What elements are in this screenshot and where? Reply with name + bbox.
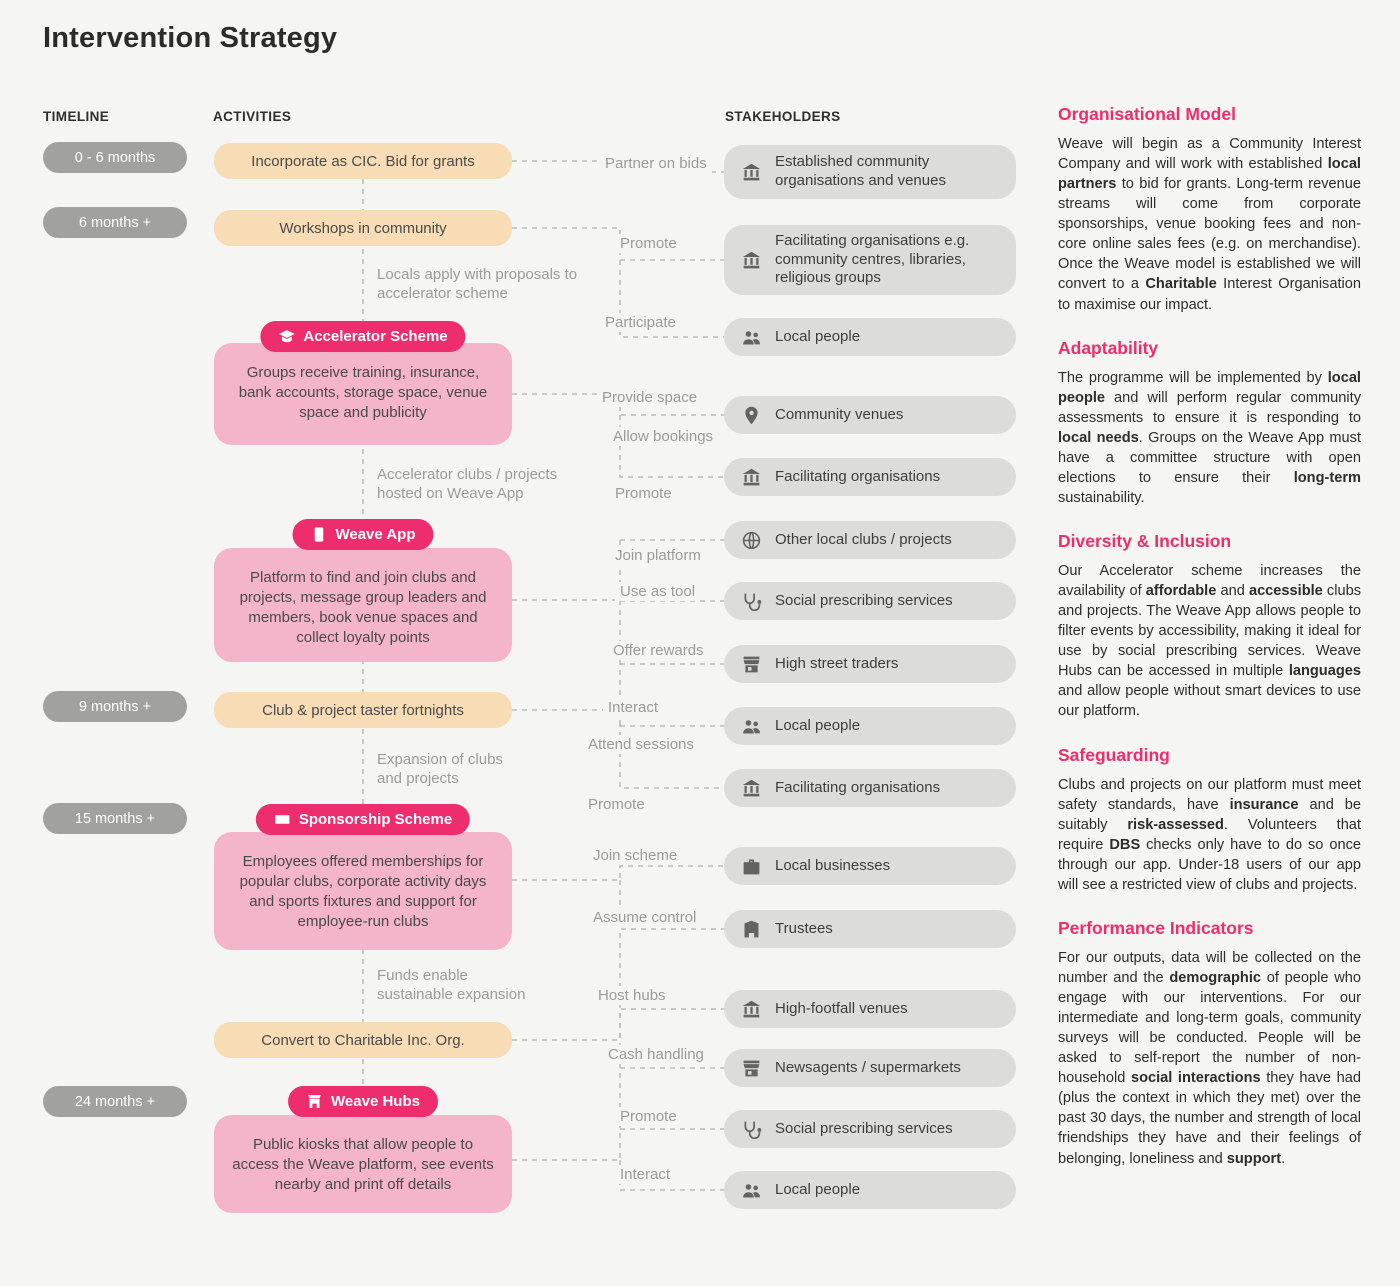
timeline-badge-15-months: 15 months +	[43, 803, 187, 834]
stakeholder-label: Social prescribing services	[775, 591, 953, 609]
scheme-badge-label: Weave App	[335, 526, 416, 543]
stethoscope-icon	[741, 1119, 762, 1140]
activity-taster-fortnights: Club & project taster fortnights	[214, 692, 512, 728]
stakeholder-social-prescribing-1	[724, 582, 1016, 620]
graduation-icon	[278, 328, 295, 345]
kiosk-icon	[306, 1093, 323, 1110]
activity-incorporate-cic: Incorporate as CIC. Bid for grants	[214, 143, 512, 179]
bank-icon	[741, 162, 762, 183]
stakeholder-community-venues	[724, 396, 1016, 434]
connector-label: Promote	[583, 795, 650, 814]
column-header-activities: ACTIVITIES	[213, 109, 292, 124]
scheme-card-weave-hubs	[214, 1115, 512, 1213]
connector-label: Interact	[615, 1165, 675, 1184]
stakeholder-facilitating-orgs-detail	[724, 225, 1016, 295]
stakeholder-newsagents	[724, 1049, 1016, 1087]
stakeholder-label: Facilitating organisations	[775, 778, 941, 796]
scheme-card-sponsorship	[214, 832, 512, 950]
stakeholder-label: Trustees	[775, 919, 833, 937]
connector-label: Assume control	[588, 908, 701, 927]
scheme-card-body: Platform to find and join clubs and projects, message group leaders and members, book venue spaces and collect loyalty points	[239, 569, 487, 646]
timeline-badge-6-months: 6 months +	[43, 207, 187, 238]
scheme-badge-label: Sponsorship Scheme	[298, 811, 453, 828]
org-icon	[741, 919, 762, 940]
stakeholder-local-people-3	[724, 1171, 1016, 1209]
stakeholder-high-footfall-venues	[724, 990, 1016, 1028]
stakeholder-facilitating-orgs-2	[724, 458, 1016, 496]
activity-workshops: Workshops in community	[214, 210, 512, 246]
scheme-card-body: Employees offered memberships for popular clubs, corporate activity days and sports fixtures and support for employee-run clubs	[239, 853, 487, 930]
connector-label: Offer rewards	[608, 641, 709, 660]
sidebar-section-heading: Performance Indicators	[1058, 917, 1254, 938]
sidebar	[1058, 104, 1361, 1192]
briefcase-icon	[741, 856, 762, 877]
stakeholder-label: Local businesses	[775, 856, 891, 874]
pin-icon	[741, 405, 762, 426]
stakeholder-established-community-orgs	[724, 145, 1016, 199]
connector-label: Join scheme	[588, 846, 682, 865]
scheme-badge-label: Weave Hubs	[331, 1093, 420, 1110]
stakeholder-facilitating-orgs-3	[724, 769, 1016, 807]
timeline-badge-24-months: 24 months +	[43, 1086, 187, 1117]
activity-note-expansion: Expansion of clubs and projects	[377, 751, 503, 788]
stakeholder-label: Established community organisations and venues	[775, 153, 946, 189]
activity-note-locals-apply: Locals apply with proposals to accelerator scheme	[377, 266, 578, 303]
sidebar-section-heading: Organisational Model	[1058, 104, 1236, 124]
sidebar-section-heading: Adaptability	[1058, 337, 1159, 358]
timeline-badge-9-months: 9 months +	[43, 691, 187, 722]
column-header-timeline: TIMELINE	[43, 109, 110, 124]
connector-label: Partner on bids	[600, 154, 712, 173]
stakeholder-local-people-1	[724, 318, 1016, 356]
activity-convert-charitable: Convert to Charitable Inc. Org.	[214, 1022, 512, 1058]
connector-label: Promote	[615, 1107, 682, 1126]
page-title: Intervention Strategy	[43, 22, 338, 54]
people-icon	[741, 716, 762, 737]
sidebar-section-body: Our Accelerator scheme increases the availability of affordable and accessible clubs and projects. The Weave App allows people to filter events by accessibility, making it ideal for use by social prescribing services. Weave Hubs can be accessed in multiple languages and allow people without smart devices to use our platform.	[1058, 563, 1362, 720]
scheme-card-body: Public kiosks that allow people to access the Weave platform, see events nearby and print off details	[232, 1136, 494, 1193]
stethoscope-icon	[741, 591, 762, 612]
sidebar-section-body: For our outputs, data will be collected on the number and the demographic of people who engage with our interventions. For our intermediate and long-term goals, community surveys will be conducted. People will be asked to self-report the number of non-household social interactions they have had (plus the context in which they met) over the past 30 days, the number and strength of local friendships they have and their feelings of belonging, loneliness and support.	[1058, 949, 1361, 1167]
stakeholder-label: Facilitating organisations	[775, 467, 941, 485]
scheme-badge-label: Accelerator Scheme	[303, 328, 448, 345]
scheme-card-accelerator	[214, 343, 512, 445]
connector-label: Provide space	[597, 388, 702, 407]
stakeholder-other-local-clubs	[724, 521, 1016, 559]
stakeholder-label: Social prescribing services	[775, 1119, 953, 1137]
scheme-badge-weave-app	[292, 519, 433, 550]
activity-note-funds: Funds enable sustainable expansion	[377, 967, 526, 1004]
timeline-badge-0-6-months: 0 - 6 months	[43, 142, 187, 173]
stakeholder-label: Community venues	[775, 405, 904, 423]
stakeholder-social-prescribing-2	[724, 1110, 1016, 1148]
connector-label: Allow bookings	[608, 427, 718, 446]
stakeholder-label: High-footfall venues	[775, 999, 908, 1017]
stakeholder-label: Facilitating organisations e.g. community centres, libraries, religious groups	[775, 231, 970, 287]
scheme-card-body: Groups receive training, insurance, bank accounts, storage space, venue space and publicity	[238, 364, 488, 421]
scheme-card-weave-app	[214, 548, 512, 662]
connector-label: Attend sessions	[583, 735, 699, 754]
connector-label: Host hubs	[593, 986, 671, 1005]
stakeholder-label: Local people	[775, 327, 861, 345]
people-icon	[741, 327, 762, 348]
connector-label: Interact	[603, 698, 663, 717]
sidebar-section-body: The programme will be implemented by local people and will perform regular community assessments to ensure it is responding to local needs. Groups on the Weave App must have a committee structure with open elections to ensure their long-term sustainability.	[1058, 369, 1361, 506]
connector-label: Join platform	[610, 546, 706, 565]
money-icon	[274, 811, 291, 828]
shop-icon	[741, 654, 762, 675]
people-icon	[741, 1180, 762, 1201]
bank-icon	[741, 467, 762, 488]
scheme-badge-weave-hubs	[288, 1086, 438, 1117]
sidebar-section-body: Clubs and projects on our platform must meet safety standards, have insurance and be suitably risk-assessed. Volunteers that require DBS checks only have to do so once through our app. Under-18 users of our app will see a restricted view of clubs and projects.	[1058, 776, 1361, 893]
connector-label: Cash handling	[603, 1045, 709, 1064]
stakeholder-label: Newsagents / supermarkets	[775, 1058, 961, 1076]
scheme-badge-accelerator	[260, 321, 465, 352]
sidebar-section-heading: Safeguarding	[1058, 744, 1170, 765]
stakeholder-local-people-2	[724, 707, 1016, 745]
column-header-stakeholders: STAKEHOLDERS	[725, 109, 841, 124]
bank-icon	[741, 778, 762, 799]
connector-label: Promote	[610, 484, 677, 503]
stakeholder-local-businesses	[724, 847, 1016, 885]
bank-icon	[741, 250, 762, 271]
connector-label: Participate	[600, 313, 681, 332]
sidebar-section-heading: Diversity & Inclusion	[1058, 531, 1232, 551]
connector-label: Use as tool	[615, 582, 700, 601]
stakeholder-trustees	[724, 910, 1016, 948]
bank-icon	[741, 999, 762, 1020]
stakeholder-high-street-traders	[724, 645, 1016, 683]
shop-icon	[741, 1058, 762, 1079]
phone-icon	[310, 526, 327, 543]
scheme-badge-sponsorship	[256, 804, 470, 835]
stakeholder-label: Local people	[775, 716, 861, 734]
connector-label: Promote	[615, 234, 682, 253]
stakeholder-label: High street traders	[775, 654, 899, 672]
stakeholder-label: Local people	[775, 1180, 861, 1198]
sidebar-section-body: Weave will begin as a Community Interest Company and will work with established local partners to bid for grants. Long-term revenue streams will come from corporate sponsorships, venue booking fees and non-core online sales fees (e.g. on merchandise). Once the Weave model is established we will convert to a Charitable Interest Organisation to maximise our impact.	[1058, 136, 1362, 313]
ball-icon	[741, 530, 762, 551]
activity-note-hosted-on-app: Accelerator clubs / projects hosted on Weave App	[377, 466, 558, 503]
stakeholder-label: Other local clubs / projects	[775, 530, 952, 548]
